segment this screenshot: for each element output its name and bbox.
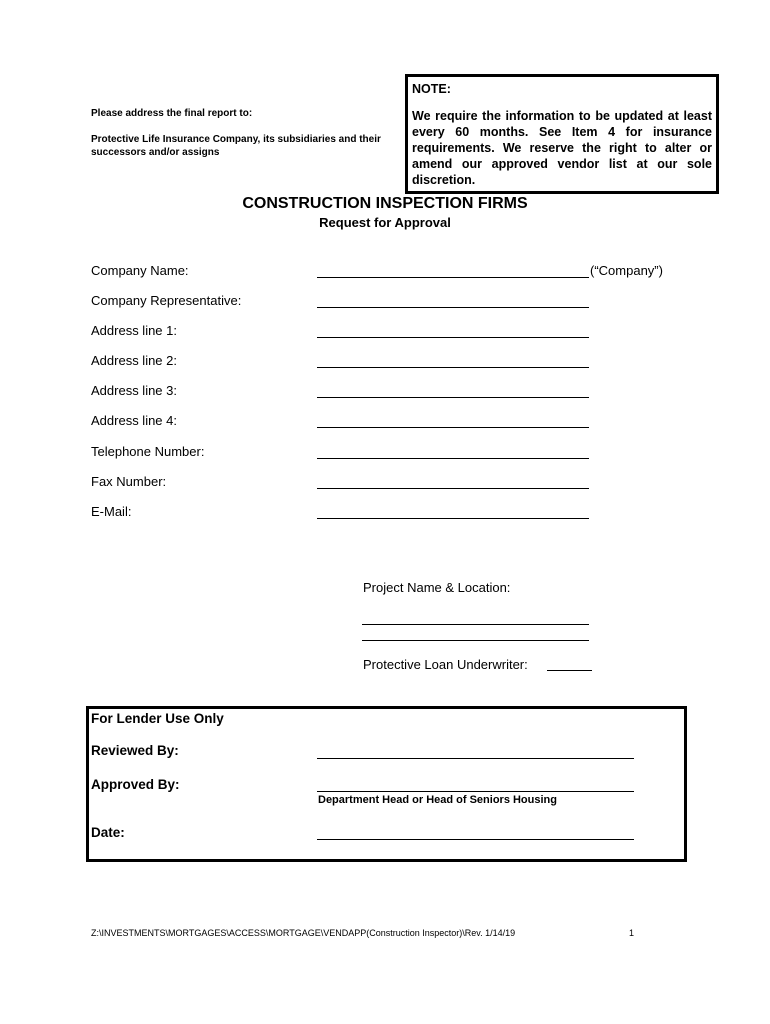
reviewed-by-label: Reviewed By: <box>91 743 179 758</box>
address-line-4-label: Address line 4: <box>91 413 177 428</box>
company-representative-field[interactable] <box>317 307 589 308</box>
email-field[interactable] <box>317 518 589 519</box>
date-label: Date: <box>91 825 125 840</box>
lender-use-title: For Lender Use Only <box>91 711 224 726</box>
loan-underwriter-label: Protective Loan Underwriter: <box>363 657 528 672</box>
address-line-2-field[interactable] <box>317 367 589 368</box>
address-line-1-label: Address line 1: <box>91 323 177 338</box>
project-name-location-field-2[interactable] <box>362 640 589 641</box>
fax-label: Fax Number: <box>91 474 167 489</box>
project-name-location-label: Project Name & Location: <box>363 580 511 595</box>
note-box <box>405 74 719 194</box>
telephone-field[interactable] <box>317 458 589 459</box>
page-title: CONSTRUCTION INSPECTION FIRMS <box>242 195 528 212</box>
department-head-caption: Department Head or Head of Seniors Housing <box>318 794 557 806</box>
email-label: E-Mail: <box>91 504 132 519</box>
address-line-1-field[interactable] <box>317 337 589 338</box>
page-number: 1 <box>629 928 635 938</box>
date-field[interactable] <box>317 839 634 840</box>
note-title: NOTE: <box>412 82 451 96</box>
approved-by-field[interactable] <box>317 791 634 792</box>
company-name-label: Company Name: <box>91 263 189 278</box>
approved-by-label: Approved By: <box>91 777 180 792</box>
address-recipient: Protective Life Insurance Company, its subsidiaries and their successors and/or assigns <box>91 134 381 158</box>
fax-field[interactable] <box>317 488 589 489</box>
telephone-label: Telephone Number: <box>91 444 205 459</box>
address-line-2-label: Address line 2: <box>91 353 177 368</box>
address-line-3-field[interactable] <box>317 397 589 398</box>
address-line-4-field[interactable] <box>317 427 589 428</box>
company-representative-label: Company Representative: <box>91 293 242 308</box>
loan-underwriter-field[interactable] <box>547 670 592 671</box>
footer-file-path: Z:\INVESTMENTS\MORTGAGES\ACCESS\MORTGAGE\VENDAPP(Construction Inspector)\Rev. 1/14/19 <box>91 928 516 938</box>
reviewed-by-field[interactable] <box>317 758 634 759</box>
address-heading: Please address the final report to: <box>91 108 253 119</box>
company-suffix: (“Company”) <box>590 263 663 278</box>
company-name-field[interactable] <box>317 277 589 278</box>
address-line-3-label: Address line 3: <box>91 383 177 398</box>
page-subtitle: Request for Approval <box>319 215 451 230</box>
project-name-location-field-1[interactable] <box>362 624 589 625</box>
note-text: We require the information to be updated at least every 60 months. See Item 4 for insurance requirements. We reserve the right to alter or amend our approved vendor list at our sole discretion. <box>412 109 712 187</box>
